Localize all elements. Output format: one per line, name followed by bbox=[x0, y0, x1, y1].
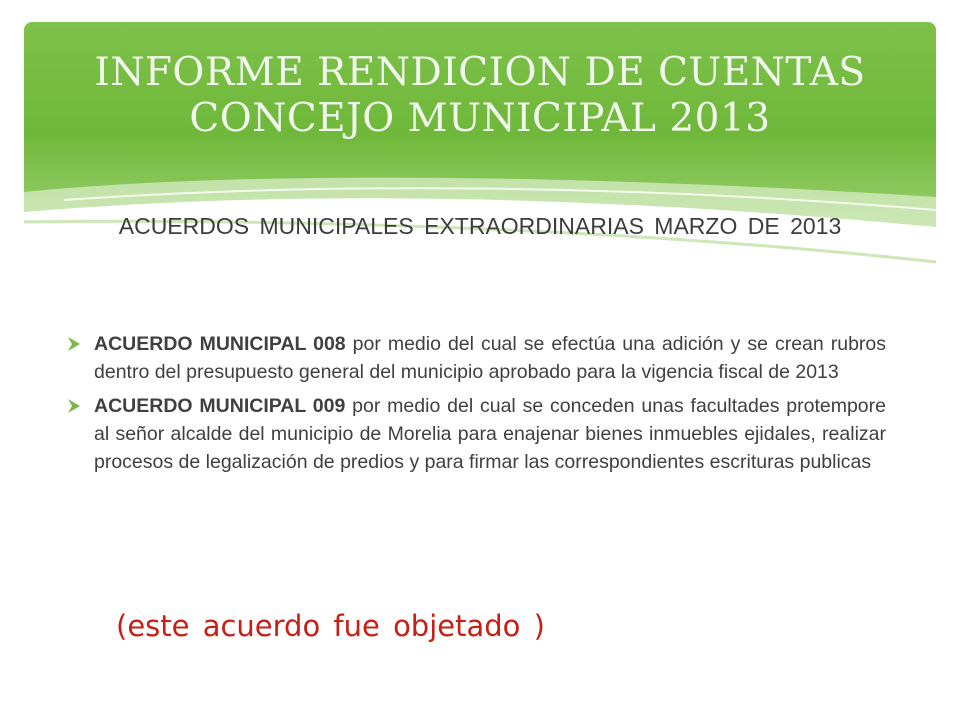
title-line-2: CONCEJO MUNICIPAL 2013 bbox=[189, 96, 771, 141]
slide-subtitle: ACUERDOS MUNICIPALES EXTRAORDINARIAS MARZO DE 2013 bbox=[118, 213, 842, 239]
agreements-list bbox=[66, 330, 886, 482]
arrow-bullet-icon bbox=[66, 398, 82, 414]
agreement-text: por medio del cual se conceden unas facultades protempore al señor alcalde del municipio de Morelia para enajenar bienes inmuebles ejidales, realizar procesos de legalización de predios y para firmar las correspondientes escrituras publicas bbox=[94, 395, 886, 473]
list-item bbox=[66, 330, 886, 386]
title-line-1: INFORME RENDICION DE CUENTAS bbox=[94, 50, 866, 95]
agreement-heading: ACUERDO MUNICIPAL 008 bbox=[94, 333, 346, 355]
list-item bbox=[66, 392, 886, 476]
agreement-heading: ACUERDO MUNICIPAL 009 bbox=[94, 395, 346, 417]
agreement-text: por medio del cual se efectúa una adición y se crean rubros dentro del presupuesto general del municipio aprobado para la vigencia fiscal de 2013 bbox=[94, 333, 887, 383]
arrow-bullet-icon bbox=[66, 336, 82, 352]
objection-note: (este acuerdo fue objetado ) bbox=[116, 609, 545, 643]
slide-title bbox=[24, 50, 936, 142]
